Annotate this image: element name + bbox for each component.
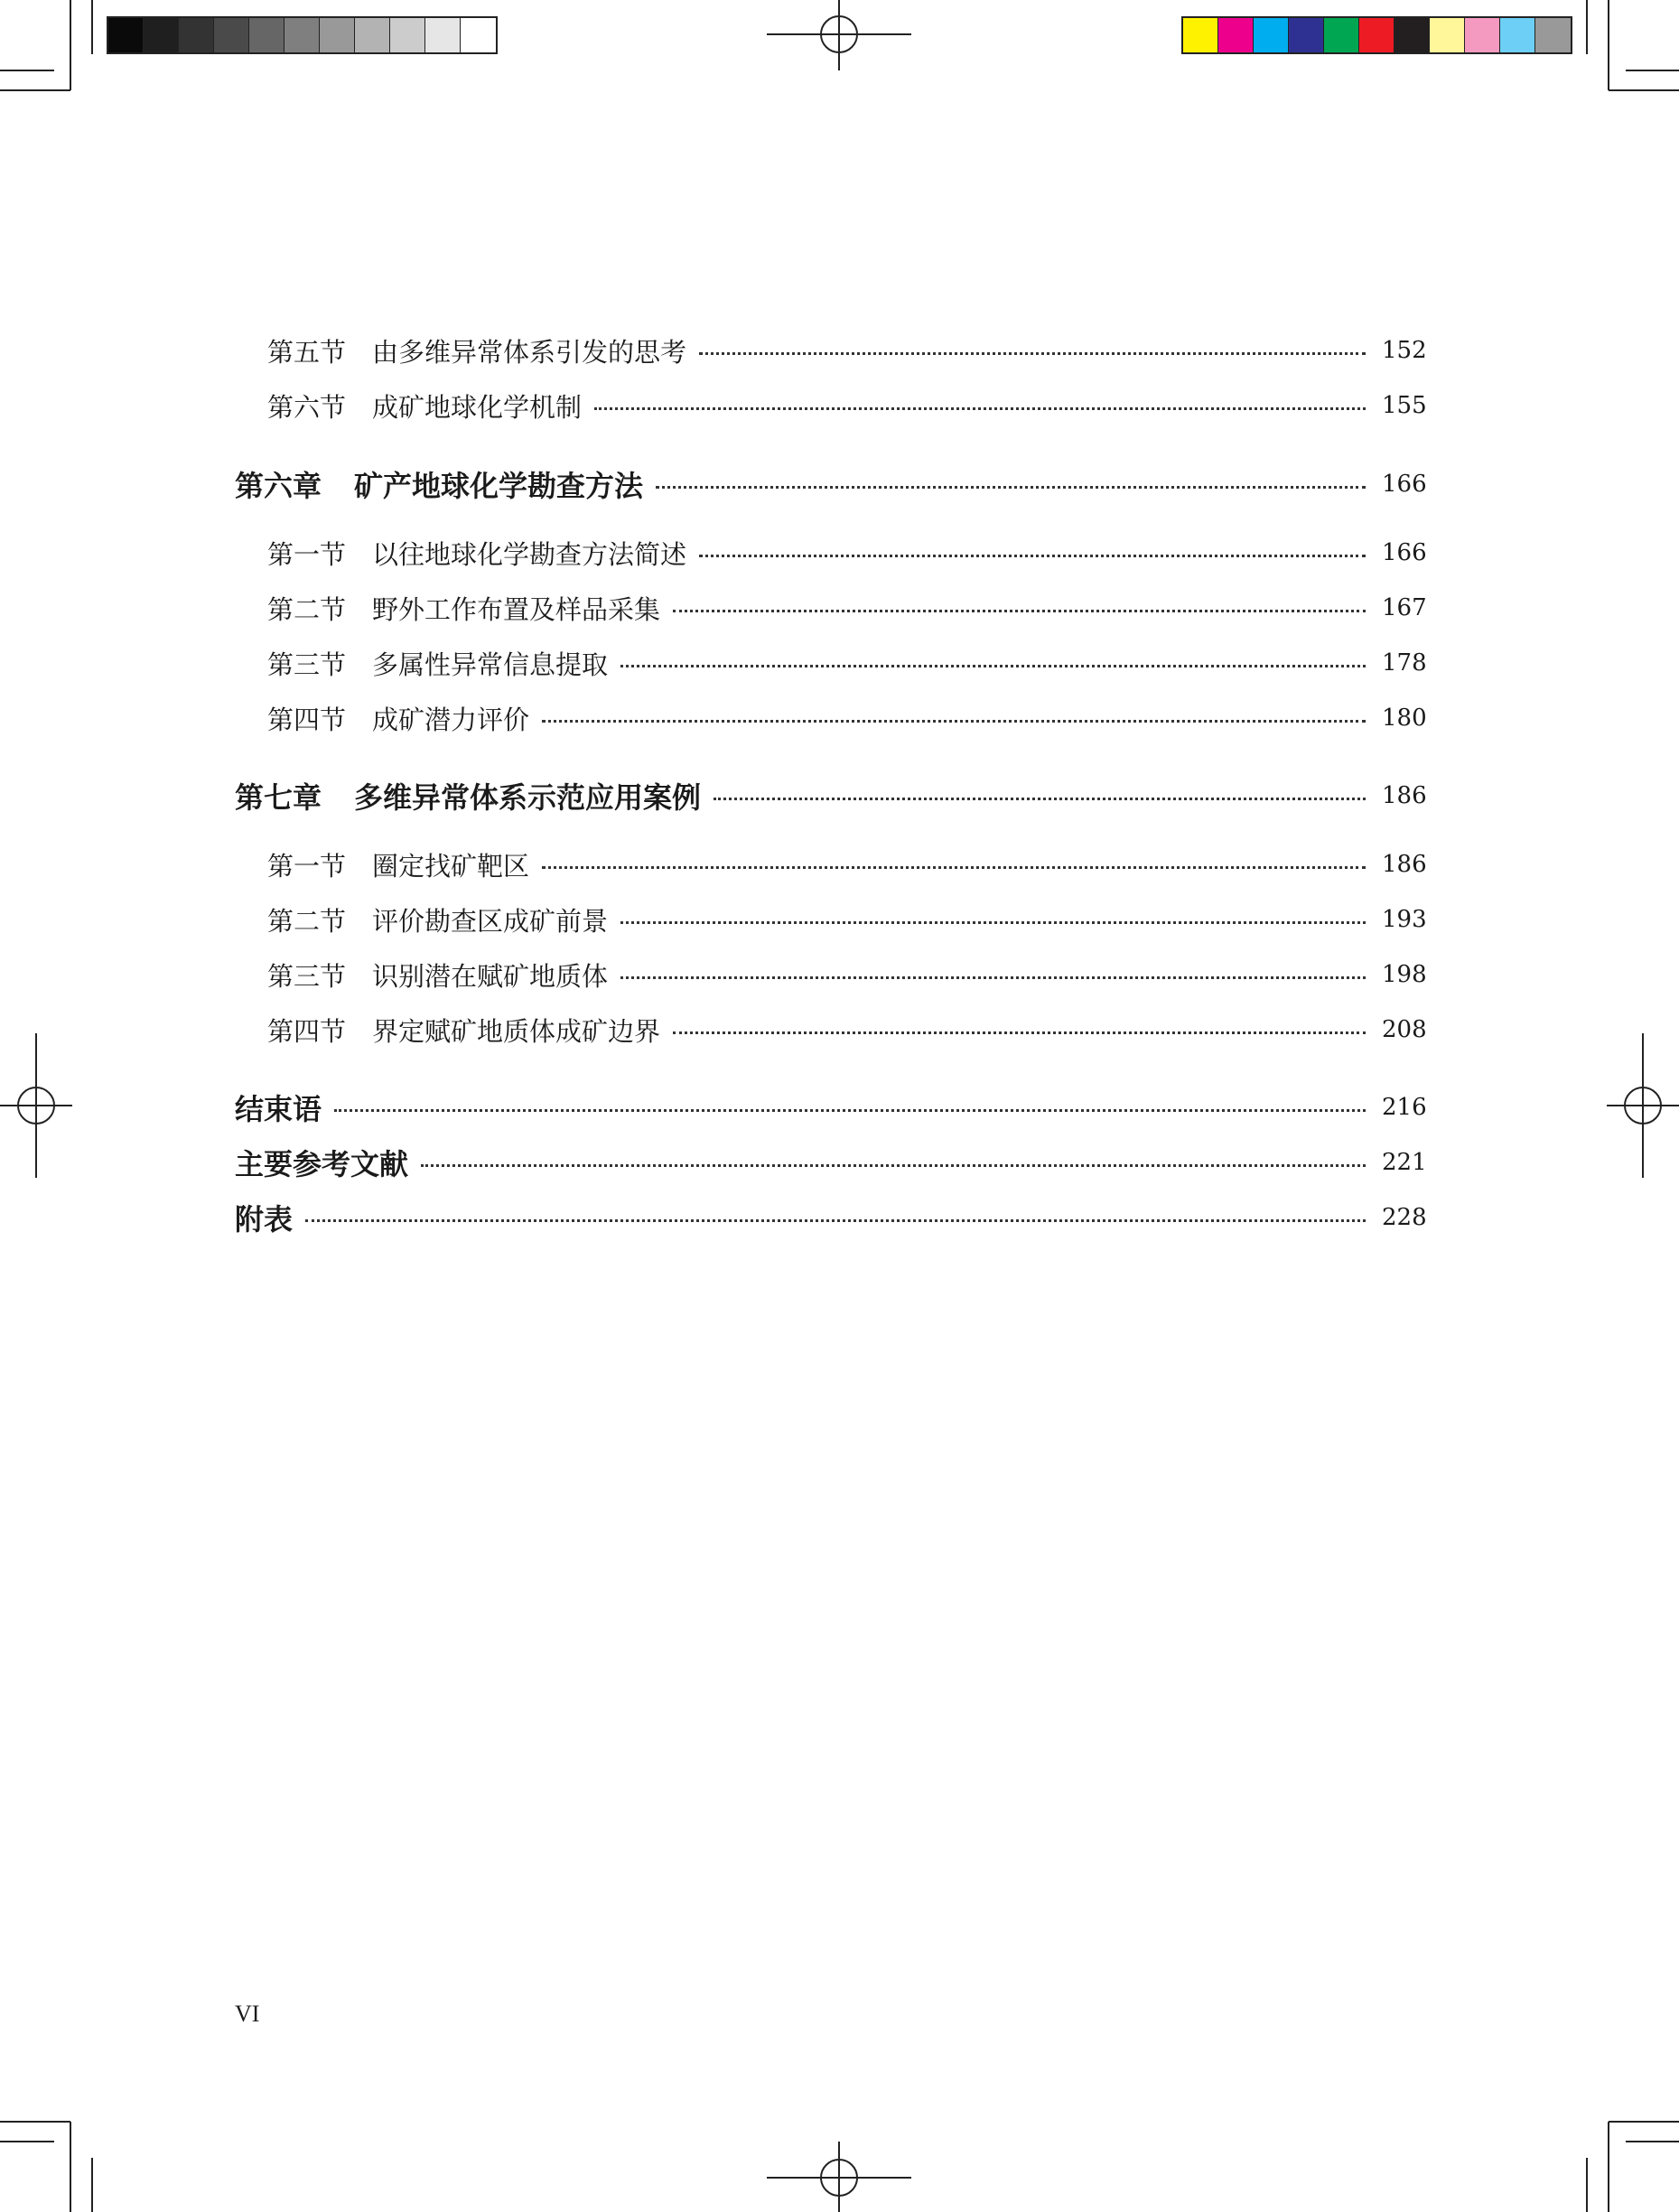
toc-section-entry[interactable] <box>0 643 1679 683</box>
toc-entry-page-number: 152 <box>1382 337 1427 364</box>
toc-entry-title: 野外工作布置及样品采集 <box>372 593 661 625</box>
toc-dot-leader <box>620 976 1366 979</box>
toc-dot-leader <box>594 407 1366 410</box>
toc-entry-page-number: 221 <box>1382 1149 1427 1176</box>
toc-dot-leader <box>542 866 1366 869</box>
toc-entry-title: 结束语 <box>235 1092 322 1126</box>
toc-entry-number: 第三节 <box>267 960 347 992</box>
calibration-swatch <box>1359 18 1395 52</box>
toc-entry-title: 多维异常体系示范应用案例 <box>354 780 702 815</box>
toc-entry-page-number: 166 <box>1382 539 1427 566</box>
toc-dot-leader <box>542 720 1366 723</box>
calibration-swatch <box>144 18 179 52</box>
toc-entry-page-number: 228 <box>1382 1204 1427 1231</box>
toc-chapter-entry[interactable] <box>0 464 1679 504</box>
toc-entry-page-number: 155 <box>1382 392 1427 419</box>
toc-entry-title: 矿产地球化学勘查方法 <box>354 469 644 503</box>
toc-entry-title: 圈定找矿靶区 <box>372 850 530 882</box>
toc-entry-title: 主要参考文献 <box>235 1147 409 1181</box>
toc-entry-page-number: 178 <box>1382 649 1427 677</box>
toc-entry-page-number: 167 <box>1382 594 1427 621</box>
calibration-swatch <box>249 18 284 52</box>
toc-section-entry[interactable] <box>0 588 1679 628</box>
toc-section-entry[interactable] <box>0 331 1679 370</box>
toc-dot-leader <box>714 798 1366 800</box>
toc-section-entry[interactable] <box>0 955 1679 994</box>
toc-entry-page-number: 208 <box>1382 1016 1427 1043</box>
toc-section-entry[interactable] <box>0 900 1679 939</box>
calibration-swatch <box>1324 18 1359 52</box>
toc-dot-leader <box>620 921 1366 924</box>
toc-entry-number: 第七章 <box>235 780 322 815</box>
toc-entry-title: 附表 <box>235 1202 294 1237</box>
toc-entry-number: 第一节 <box>267 538 347 570</box>
calibration-swatch <box>179 18 214 52</box>
calibration-swatch <box>1430 18 1465 52</box>
toc-dot-leader <box>673 610 1366 612</box>
toc-backmatter-entry[interactable] <box>0 1087 1679 1127</box>
calibration-swatch <box>1183 18 1218 52</box>
toc-backmatter-entry[interactable] <box>0 1143 1679 1182</box>
calibration-swatch <box>1395 18 1430 52</box>
calibration-swatch <box>320 18 355 52</box>
toc-entry-number: 第三节 <box>267 649 347 680</box>
toc-entry-number: 第五节 <box>267 336 347 368</box>
calibration-swatch <box>461 18 496 52</box>
calibration-swatch <box>1500 18 1535 52</box>
toc-entry-number: 第一节 <box>267 850 347 882</box>
calibration-swatch <box>1254 18 1289 52</box>
toc-entry-title: 界定赋矿地质体成矿边界 <box>372 1015 661 1047</box>
toc-entry-number: 第六章 <box>235 469 322 503</box>
toc-dot-leader <box>421 1164 1366 1167</box>
toc-entry-title: 识别潜在赋矿地质体 <box>372 960 609 992</box>
toc-entry-page-number: 186 <box>1382 851 1427 878</box>
calibration-swatch <box>1218 18 1254 52</box>
toc-dot-leader <box>673 1031 1366 1034</box>
toc-entry-number: 第六节 <box>267 391 347 423</box>
toc-entry-page-number: 216 <box>1382 1094 1427 1121</box>
toc-section-entry[interactable] <box>0 533 1679 573</box>
toc-dot-leader <box>699 555 1366 557</box>
toc-entry-title: 成矿潜力评价 <box>372 704 530 735</box>
calibration-swatch <box>1289 18 1324 52</box>
calibration-swatch <box>390 18 425 52</box>
toc-entry-title: 以往地球化学勘查方法简述 <box>372 538 687 570</box>
toc-entry-page-number: 180 <box>1382 705 1427 732</box>
toc-section-entry[interactable] <box>0 698 1679 738</box>
calibration-swatch <box>214 18 249 52</box>
toc-dot-leader <box>305 1219 1366 1222</box>
toc-dot-leader <box>334 1109 1366 1112</box>
toc-section-entry[interactable] <box>0 386 1679 425</box>
calibration-swatch <box>108 18 144 52</box>
toc-entry-number: 第四节 <box>267 1015 347 1047</box>
toc-chapter-entry[interactable] <box>0 776 1679 816</box>
grayscale-calibration-bar <box>107 16 498 54</box>
toc-dot-leader <box>620 665 1366 667</box>
toc-entry-title: 成矿地球化学机制 <box>372 391 583 423</box>
calibration-swatch <box>1535 18 1571 52</box>
toc-entry-title: 由多维异常体系引发的思考 <box>372 336 687 368</box>
toc-entry-page-number: 186 <box>1382 782 1427 809</box>
calibration-swatch <box>355 18 390 52</box>
toc-section-entry[interactable] <box>0 1010 1679 1050</box>
toc-entry-number: 第四节 <box>267 704 347 735</box>
toc-entry-page-number: 193 <box>1382 906 1427 933</box>
toc-entry-title: 评价勘查区成矿前景 <box>372 905 609 937</box>
toc-section-entry[interactable] <box>0 845 1679 884</box>
calibration-swatch <box>1465 18 1500 52</box>
toc-entry-title: 多属性异常信息提取 <box>372 649 609 680</box>
calibration-swatch <box>284 18 320 52</box>
toc-dot-leader <box>699 352 1366 355</box>
toc-backmatter-entry[interactable] <box>0 1198 1679 1237</box>
calibration-swatch <box>425 18 461 52</box>
toc-entry-number: 第二节 <box>267 905 347 937</box>
page-folio: VI <box>235 2001 260 2027</box>
toc-entry-page-number: 166 <box>1382 471 1427 498</box>
color-calibration-bar <box>1181 16 1572 54</box>
toc-entry-page-number: 198 <box>1382 961 1427 988</box>
toc-dot-leader <box>656 486 1366 489</box>
toc-entry-number: 第二节 <box>267 593 347 625</box>
